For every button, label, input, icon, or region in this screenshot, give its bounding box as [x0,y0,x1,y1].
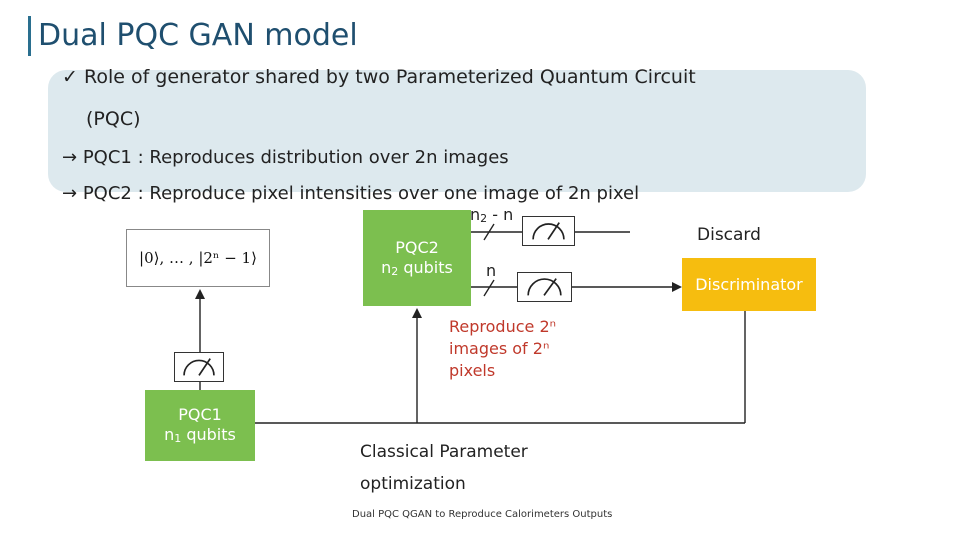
measurement-meter-icon [517,272,572,302]
callout-line-1-text: Role of generator shared by two Parameterized Quantum Circuit [83,66,696,88]
wire-top-label: $n_2$ - n [470,205,514,225]
callout-line-4-text: PQC2 : Reproduce pixel intensities over one image of 2n pixel [82,183,640,204]
wire-bottom-slash [484,280,494,296]
callout-line-3-text: PQC1 : Reproduces distribution over 2n images [82,147,509,168]
pqc1-name: PQC1 [178,405,222,425]
pqc2-name: PQC2 [395,237,439,257]
measurement-meter-icon [522,216,575,246]
callout-line-2: (PQC) [86,108,141,130]
check-icon: ✓ [62,66,78,88]
arrow-right-icon: → [62,183,78,204]
pqc1-block [145,390,255,461]
discard-label: Discard [697,225,761,245]
state-register-label: |0⟩, … , |2ⁿ − 1⟩ [139,249,257,267]
slide-footer: Dual PQC QGAN to Reproduce Calorimeters Outputs [352,509,613,520]
wire-bottom-label: n [486,261,497,280]
measurement-meter-icon [174,352,224,382]
pqc2-block [363,210,471,306]
classical-optimization-line-2: optimization [360,474,466,494]
pqc2-qubits: $n_2$ qubits [381,257,453,278]
classical-optimization-line-1: Classical Parameter [360,442,528,462]
discriminator-label: Discriminator [695,275,803,294]
pqc1-qubits: $n_1$ qubits [164,425,236,446]
arrow-right-icon: → [62,147,78,168]
discriminator-block [682,258,816,311]
reproduce-annotation: Reproduce 2ⁿ images of 2ⁿ pixels [449,317,556,380]
state-register-box [126,229,270,287]
page-title: Dual PQC GAN model [38,18,358,53]
